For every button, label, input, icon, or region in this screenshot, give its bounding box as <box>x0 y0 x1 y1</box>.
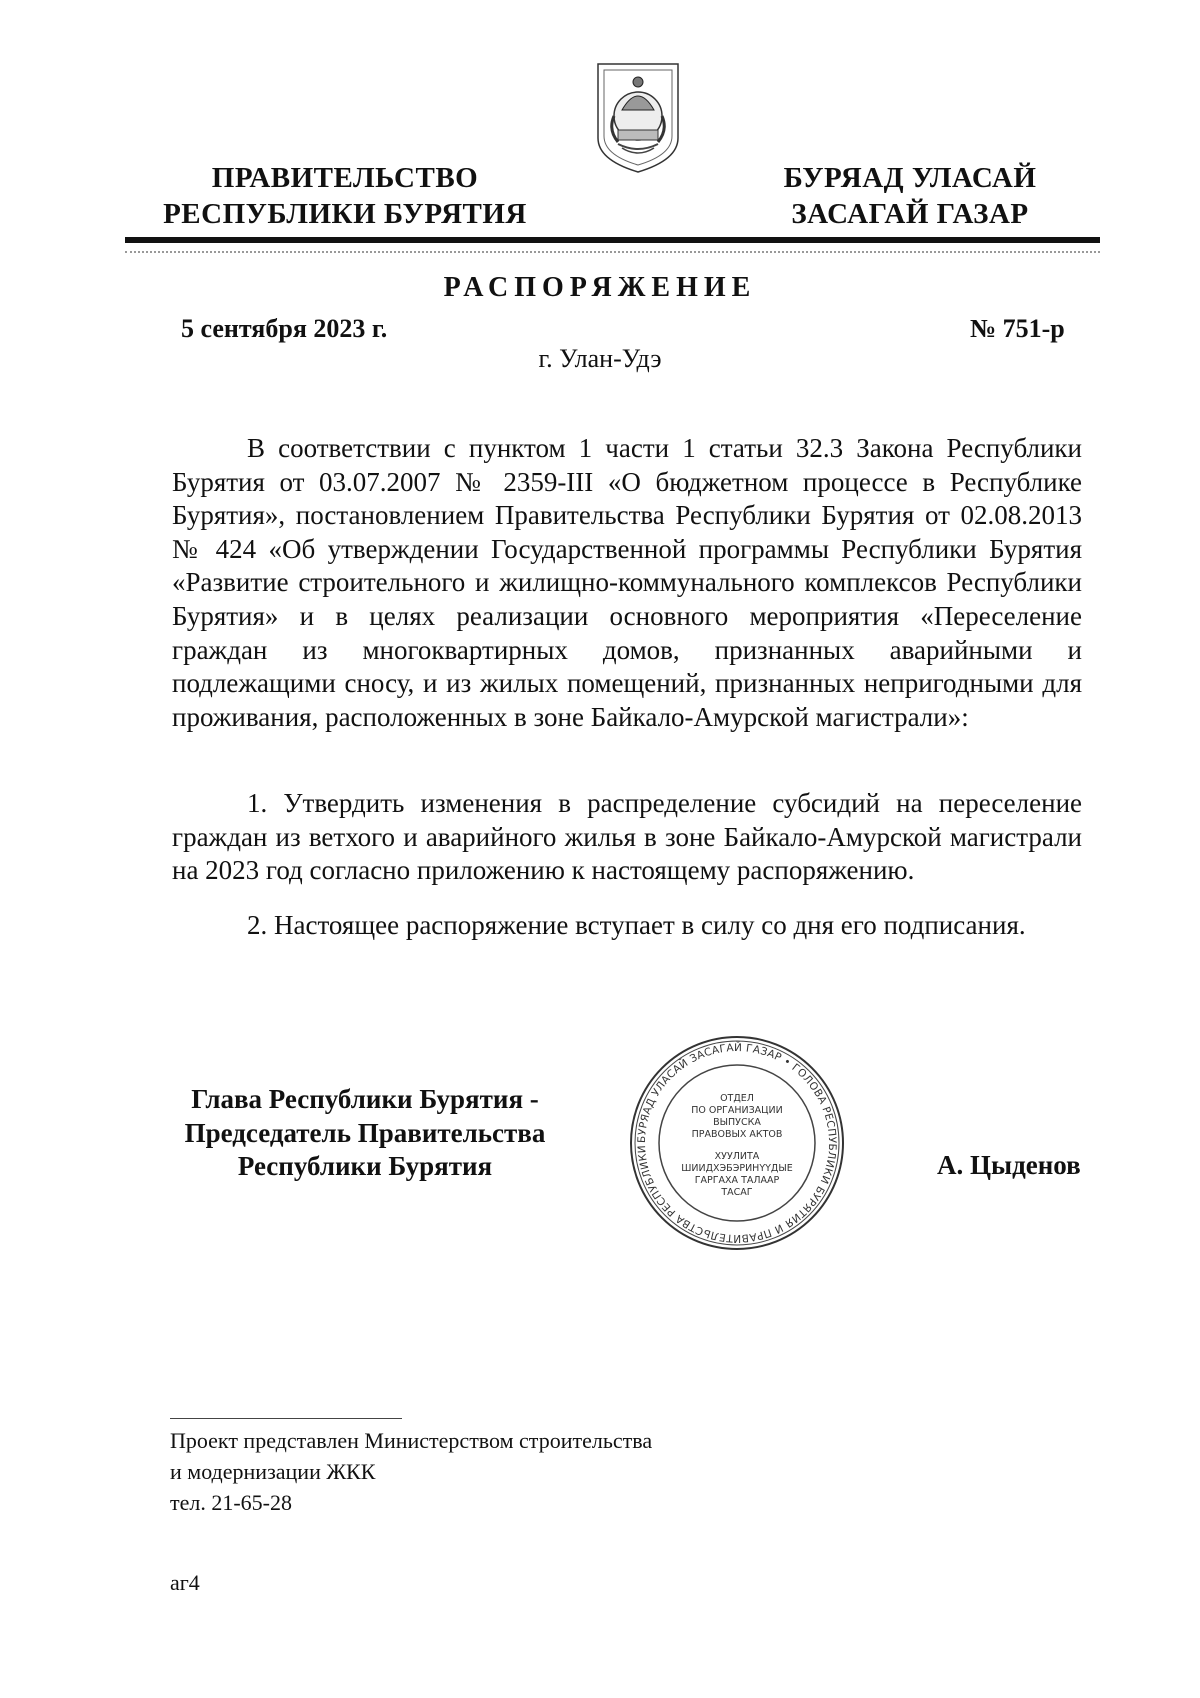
issuer-name-russian <box>160 160 530 232</box>
stamp-line: ПРАВОВЫХ АКТОВ <box>691 1129 783 1140</box>
signatory-title-line-2: Председатель Правительства <box>184 1117 546 1148</box>
executor-code: аг4 <box>170 1570 200 1595</box>
coat-of-arms-icon <box>592 60 684 176</box>
header-divider-thin <box>125 251 1100 253</box>
stamp-line: ХУУЛИТА <box>714 1151 760 1162</box>
document-date: 5 сентября 2023 г. <box>181 314 388 343</box>
issuer-line-2-buryat: ЗАСАГАЙ ГАЗАР <box>791 198 1029 230</box>
footnote-divider <box>170 1418 402 1419</box>
stamp-line: ШИИДХЭБЭРИНҮҮДЫЕ <box>681 1163 793 1174</box>
stamp-line: ПО ОРГАНИЗАЦИИ <box>691 1105 783 1116</box>
stamp-outer-text: БУРЯАД УЛАСАЙ ЗАСАГАЙ ГАЗАР • ГОЛОВА РЕСПУБЛИКИ БУРЯТИЯ И ПРАВИТЕЛЬСТВА РЕСПУБЛИКИ <box>635 1041 839 1245</box>
order-item-2: 2. Настоящее распоряжение вступает в силу со дня его подписания. <box>247 910 1026 940</box>
document-city: г. Улан-Удэ <box>538 344 662 373</box>
document-type-title: РАСПОРЯЖЕНИЕ <box>443 272 757 303</box>
stamp-line: ГАРГАХА ТАЛААР <box>694 1175 780 1186</box>
signatory-name: А. Цыденов <box>937 1150 1081 1180</box>
issuer-line-1-buryat: БУРЯАД УЛАСАЙ <box>783 162 1037 194</box>
header-divider-thick <box>125 237 1100 243</box>
prepared-by-line-1: Проект представлен Министерством строительства <box>170 1428 653 1453</box>
contact-phone: тел. 21-65-28 <box>170 1490 293 1515</box>
issuer-line-2: РЕСПУБЛИКИ БУРЯТИЯ <box>163 198 527 230</box>
issuer-line-1: ПРАВИТЕЛЬСТВО <box>211 162 479 194</box>
stamp-line: ОТДЕЛ <box>720 1093 754 1104</box>
order-item-1: 1. Утвердить изменения в распределение субсидий на переселение граждан из ветхого и аварийного жилья в зоне Байкало-Амурской магистрали на 2023 год согласно приложению к настоящему распоряжению. <box>172 788 1082 886</box>
stamp-line: ТАСАГ <box>721 1187 753 1198</box>
signatory-title-line-3: Республики Бурятия <box>237 1151 493 1181</box>
signatory-title-line-1: Глава Республики Бурятия - <box>191 1084 539 1114</box>
issuer-name-buryat <box>770 160 1050 232</box>
preamble-paragraph: В соответствии с пунктом 1 части 1 статьи 32.3 Закона Республики Бурятия от 03.07.2007 № 2359-III «О бюджетном процессе в Республике Бурятия», постановлением Правительства Республики Бурятия от 02.08.2013 № 424 «Об утверждении Государственной программы Республики Бурятия «Развитие строительного и жилищно-коммунального комплексов Республики Бурятия» и в целях реализации основного мероприятия «Переселение граждан из многоквартирных домов, признанных аварийными и подлежащими сносу, и из жилых помещений, признанных непригодными для проживания, расположенных в зоне Байкало-Амурской магистрали»: <box>172 433 1082 732</box>
official-stamp <box>627 1033 847 1253</box>
signatory-title <box>165 1083 565 1184</box>
stamp-line: ВЫПУСКА <box>713 1117 761 1128</box>
prepared-by-note <box>170 1425 652 1518</box>
document-number: № 751-р <box>970 314 1065 343</box>
prepared-by-line-2: и модернизации ЖКК <box>170 1459 376 1484</box>
